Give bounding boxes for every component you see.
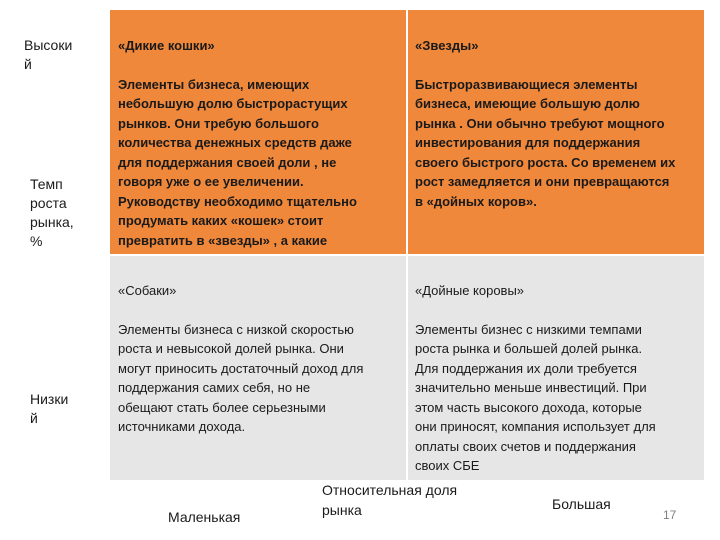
page-number: 17 bbox=[663, 508, 677, 522]
dogs-title: «Собаки» bbox=[118, 282, 177, 298]
label-large: Большая bbox=[552, 496, 611, 512]
cows-title: «Дойные коровы» bbox=[415, 282, 525, 298]
stars-title: «Звезды» bbox=[415, 37, 479, 53]
quadrant-cows bbox=[407, 255, 704, 480]
wildcats-text: Элементы бизнеса, имеющих небольшую долю быстрорастущих рынков. Они требую большого количества денежных средств даже для поддержания своей доли , не говоря уже о ее увеличении. Руководству необходимо тщательно продумать каких «кошек» стоит превратить в «звезды» , а какие bbox=[118, 76, 357, 248]
quadrant-wildcats bbox=[110, 10, 407, 255]
cows-text: Элементы бизнес с низкими темпами роста рынка и большей долей рынка. Для поддержания их доли требуется значительно меньше инвестиций. При этом часть высокого дохода, которые они приносят, компания использует для оплаты своих счетов и поддержания своих СБЕ bbox=[415, 321, 656, 473]
label-small: Маленькая bbox=[168, 509, 241, 525]
label-market-growth: Темп роста рынка, % bbox=[30, 176, 74, 249]
label-high: Высоки й bbox=[24, 37, 73, 72]
vertical-divider bbox=[406, 10, 408, 480]
label-relative-market-share: Относительная доля рынка bbox=[322, 482, 458, 518]
dogs-text: Элементы бизнеса с низкой скоростью роста и невысокой долей рынка. Они могут приносить достаточный доход для поддержания самих себя, но не обещают стать более серьезными источниками дохода. bbox=[118, 321, 364, 434]
horizontal-divider bbox=[110, 254, 704, 256]
wildcats-title: «Дикие кошки» bbox=[118, 37, 215, 53]
stars-text: Быстроразвивающиеся элементы бизнеса, имеющие большую долю рынка . Они обычно требуют мощного инвестирования для поддержания своего быстрого роста. Со временем их рост замедляется и они превращаются в «дойных коров». bbox=[415, 76, 676, 209]
quadrant-dogs bbox=[110, 255, 407, 480]
quadrant-stars bbox=[407, 10, 704, 255]
label-low: Низки й bbox=[30, 391, 69, 426]
